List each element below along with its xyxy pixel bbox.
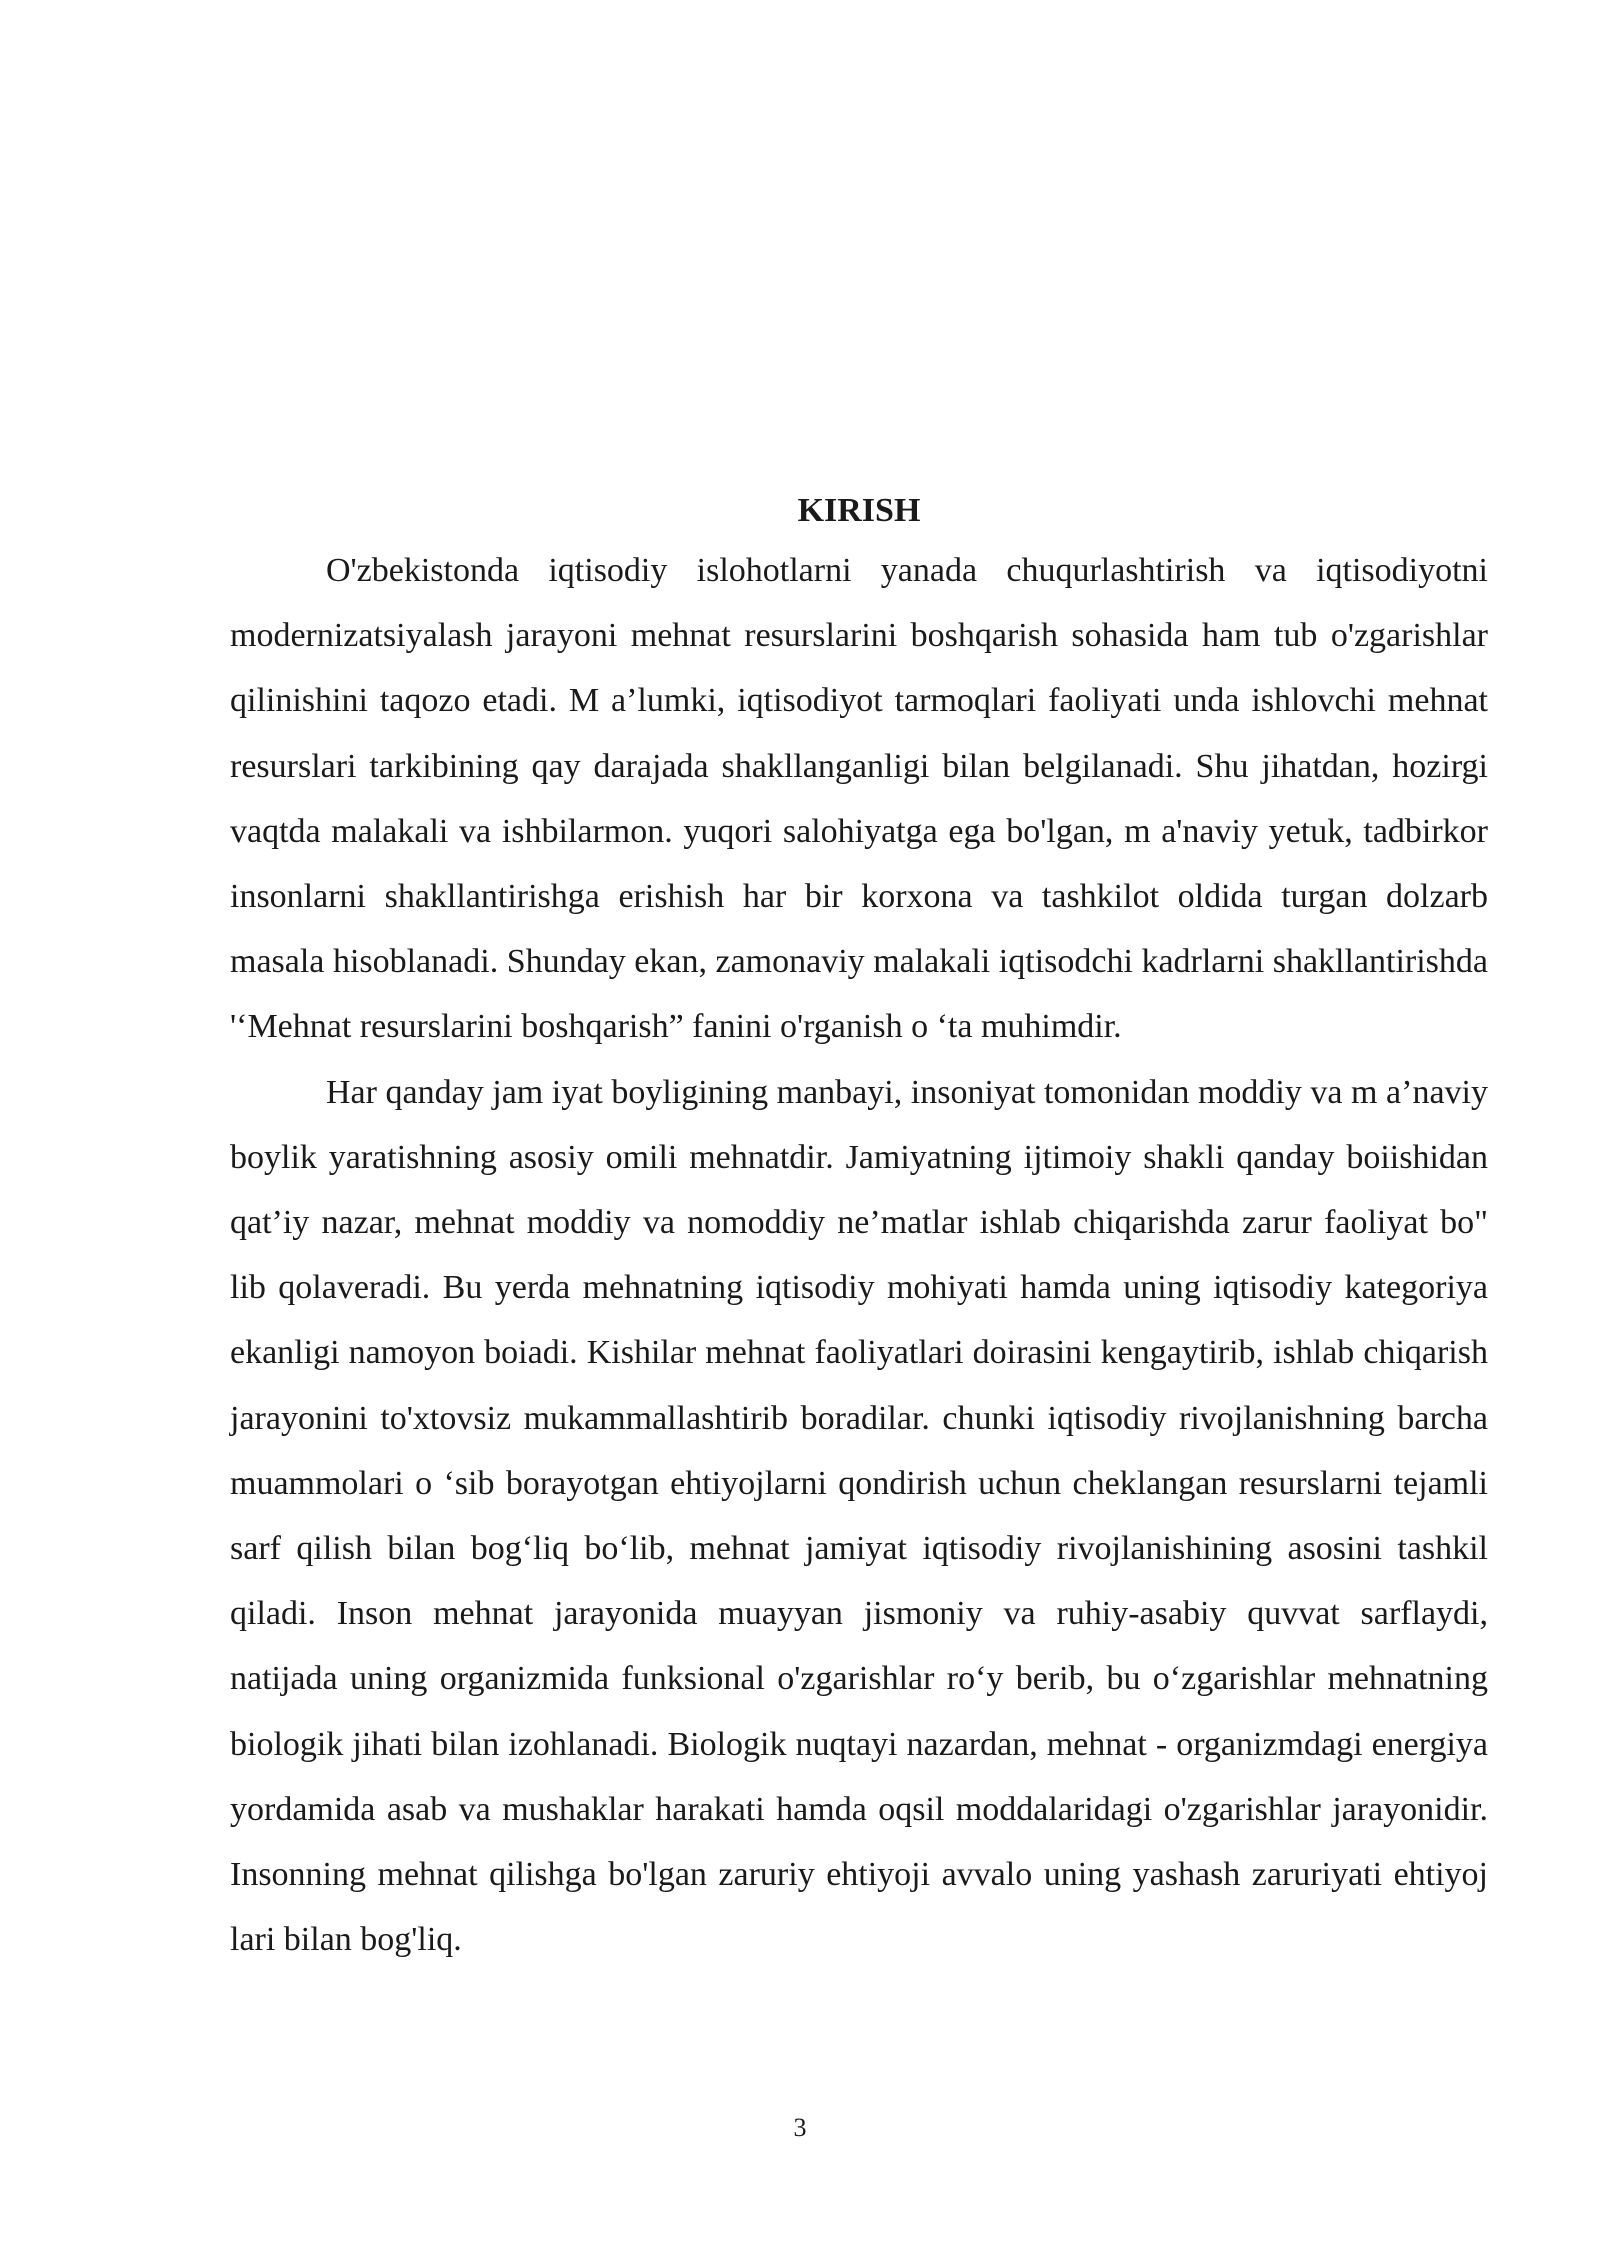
page-number: 3	[793, 2113, 807, 2142]
paragraph-2: Har qanday jam iyat boyligining manbayi, insoniyat tomonidan moddiy va m a’naviy boylik yaratishning asosiy omili mehnatdir. Jamiyatning ijtimoiy shakli qanday boiishidan qat’iy nazar, mehnat moddiy va nomoddiy ne’matlar ishlab chiqarishda zarur faoliyat bo" lib qolaveradi. Bu yerda mehnatning iqtisodiy mohiyati hamda uning iqtisodiy kategoriya ekanligi namoyon boiadi. Kishilar mehnat faoliyatlari doirasini kengaytirib, ishlab chiqarish jarayonini to'xtovsiz mukammallashtirib boradilar. chunki iqtisodiy rivojlanishning barcha muammolari o ‘sib borayotgan ehtiyojlarni qondirish uchun cheklangan resurslarni tejamli sarf qilish bilan bog‘liq bo‘lib, mehnat jamiyat iqtisodiy rivojlanishining asosini tashkil qiladi. Inson mehnat jarayonida muayyan jismoniy va ruhiy-asabiy quvvat sarflaydi, natijada uning organizmida funksional o'zgarishlar ro‘y berib, bu o‘zgarishlar mehnatning biologik jihati bilan izohlanadi. Biologik nuqtayi nazardan, mehnat - organizmdagi energiya yordamida asab va mushaklar harakati hamda oqsil moddalaridagi o'zgarishlar jarayonidir. Insonning mehnat qilishga bo'lgan zaruriy ehtiyoji avvalo uning yashash zaruriyati ehtiyoj lari bilan bog'liq.	[230, 1073, 1488, 1959]
paragraph-1: O'zbekistonda iqtisodiy islohotlarni yanada chuqurlashtirish va iqtisodiyotni modernizatsiyalash jarayoni mehnat resurslarini boshqarish sohasida ham tub o'zgarishlar qilinishini taqozo etadi. M a’lumki, iqtisodiyot tarmoqlari faoliyati unda ishlovchi mehnat resurslari tarkibining qay darajada shakllanganligi bilan belgilanadi. Shu jihatdan, hozirgi vaqtda malakali va ishbilarmon. yuqori salohiyatga ega bo'lgan, m a'naviy yetuk, tadbirkor insonlarni shakllantirishga erishish har bir korxona va tashkilot oldida turgan dolzarb masala hisoblanadi. Shunday ekan, zamonaviy malakali iqtisodchi kadrlarni shakllantirishda '‘Mehnat resurslarini boshqarish” fanini o'rganish o ‘ta muhimdir.	[230, 552, 1488, 1046]
page-body	[230, 484, 1488, 1972]
section-heading: KIRISH	[797, 492, 921, 529]
